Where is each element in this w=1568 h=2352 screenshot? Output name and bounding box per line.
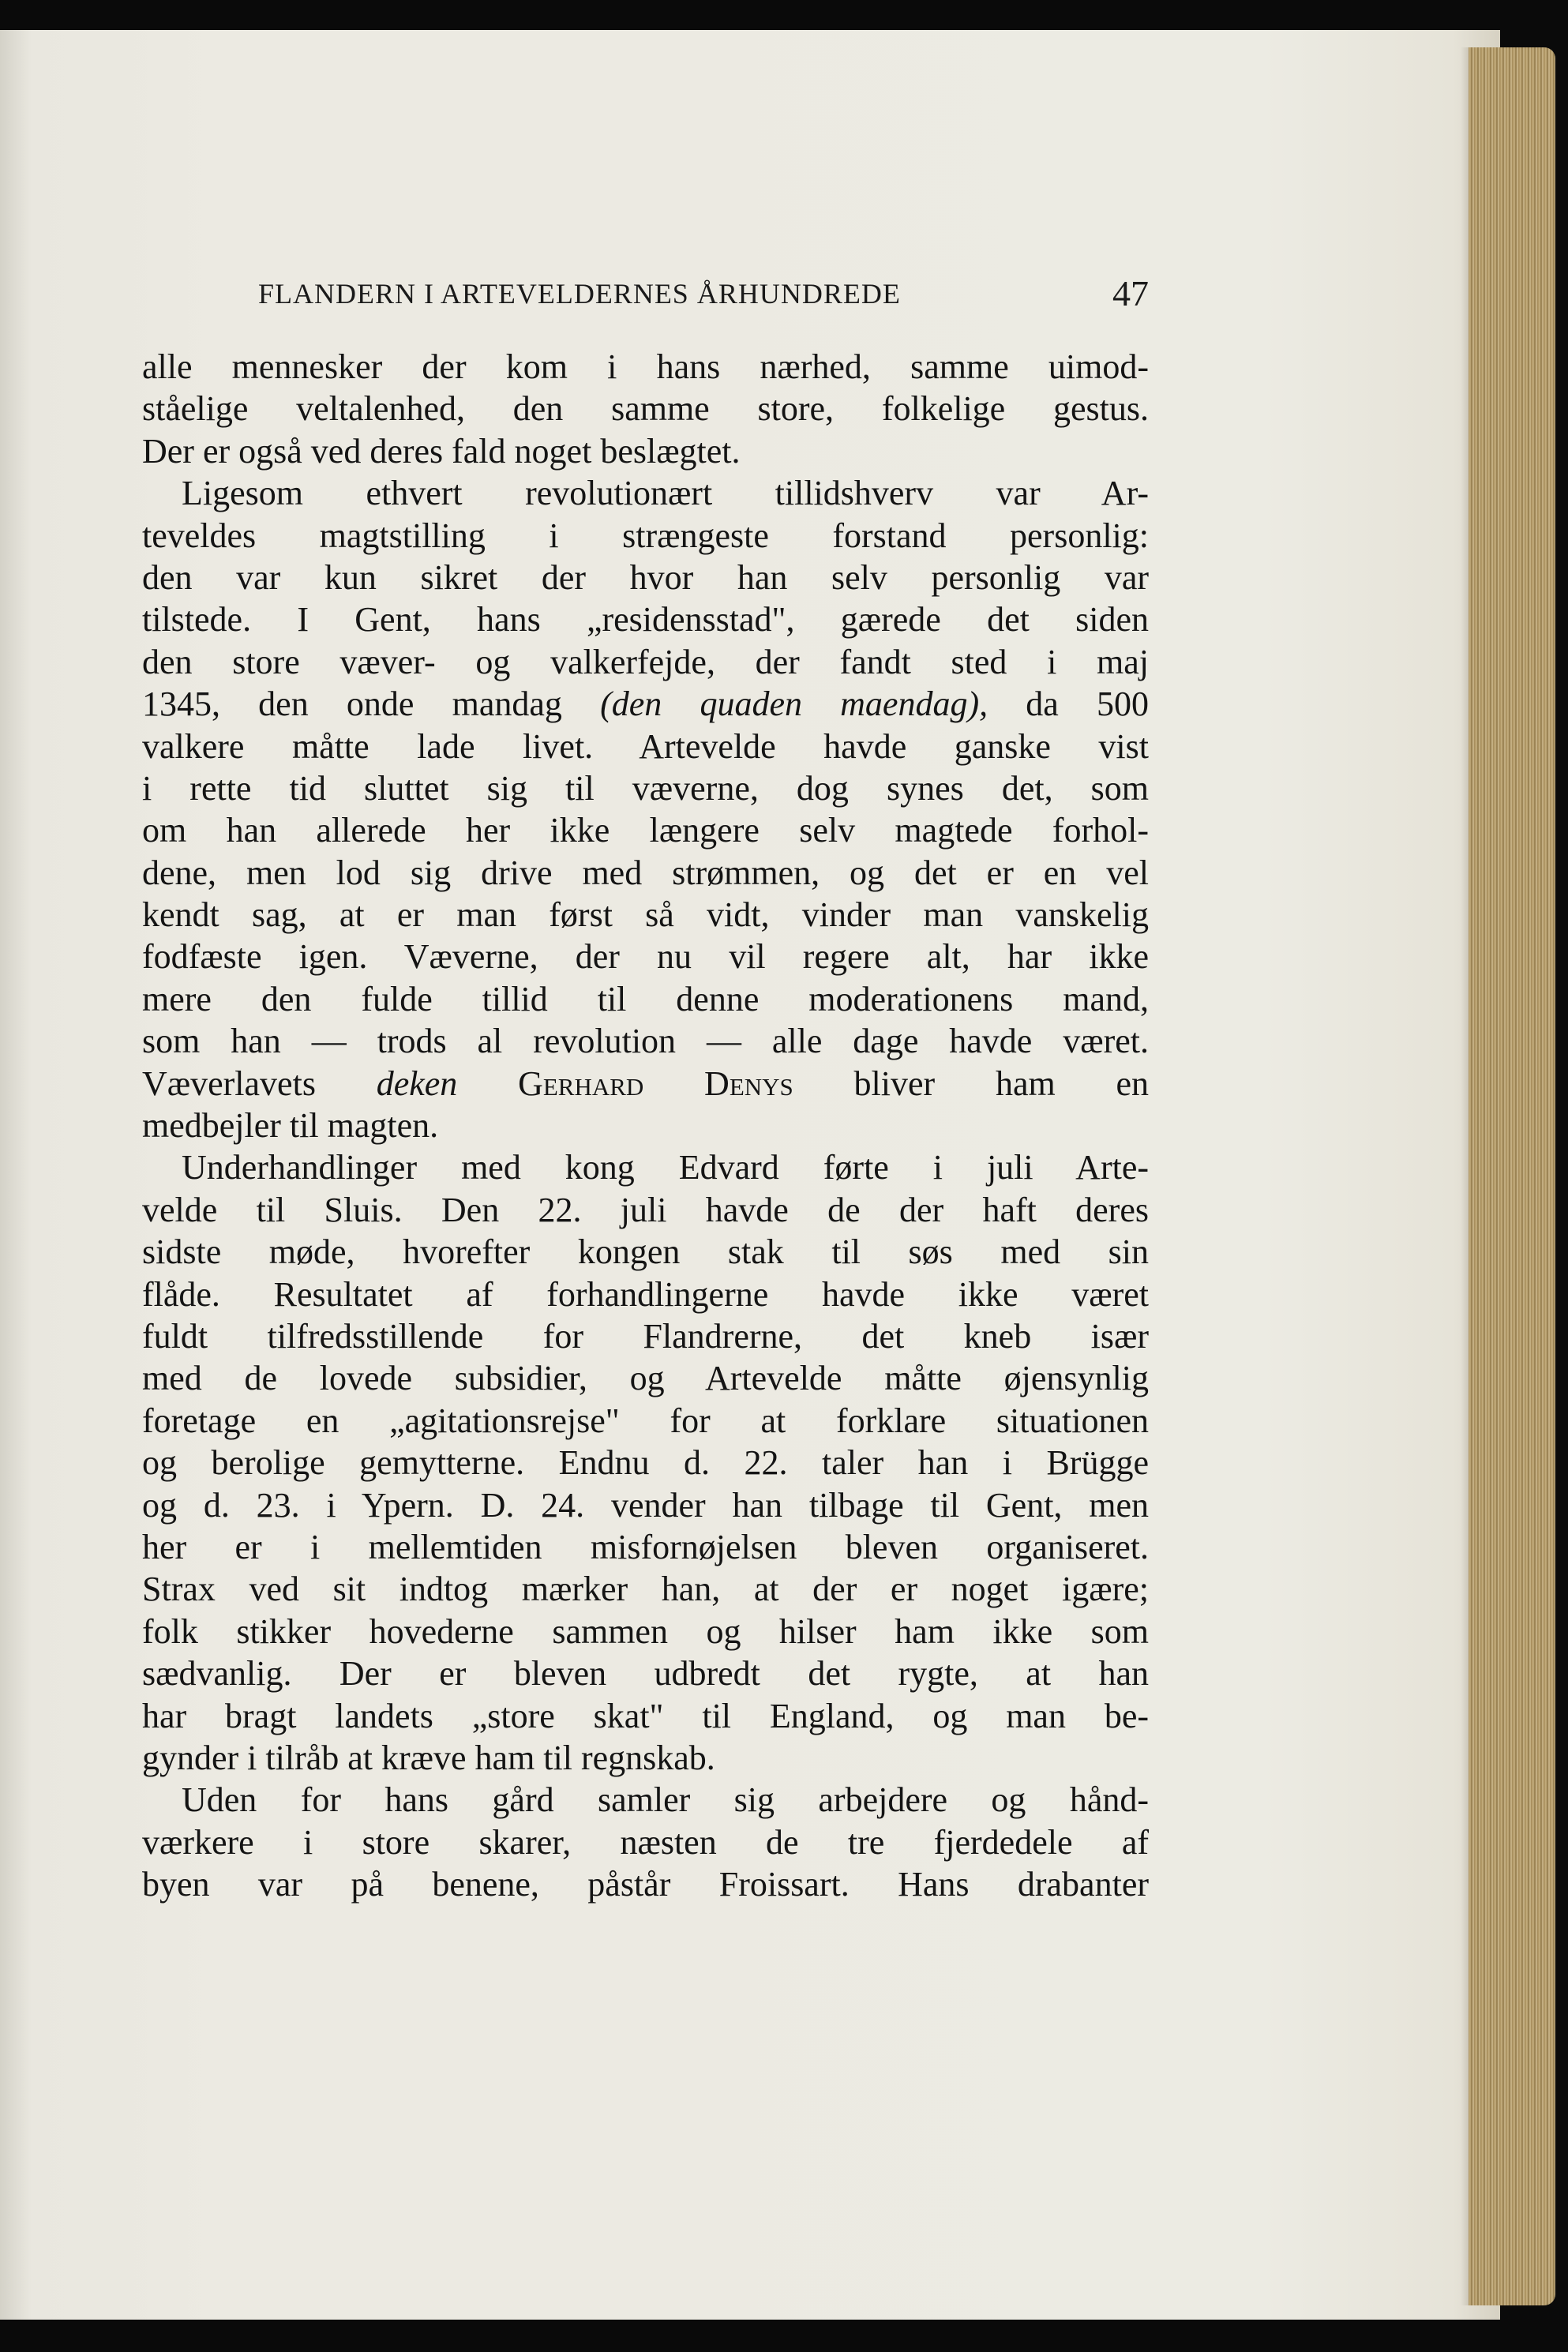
text-line: velde til Sluis. Den 22. juli havde de der haft deres xyxy=(142,1190,1149,1229)
text-line: værkere i store skarer, næsten de tre fjerdedele af xyxy=(142,1822,1149,1862)
text-line: om han allerede her ikke længere selv magtede forhol- xyxy=(142,811,1149,850)
book-edge-pages xyxy=(1469,47,1555,2305)
text-line: Strax ved sit indtog mærker han, at der er noget igære; xyxy=(142,1570,1149,1609)
text-line: Ligesom ethvert revolutionært tillidshverv var Ar- xyxy=(182,474,1149,513)
text-line: gynder i tilråb at kræve ham til regnskab. xyxy=(142,1738,715,1777)
text-line: den var kun sikret der hvor han selv personlig var xyxy=(142,557,1149,597)
italic-word: deken xyxy=(376,1063,458,1103)
running-header xyxy=(258,272,1149,320)
text-line: medbejler til magten. xyxy=(142,1106,439,1146)
text-line: fodfæste igen. Væverne, der nu vil regere alt, har ikke xyxy=(142,937,1149,977)
text-line: byen var på benene, påstår Froissart. Hans drabanter xyxy=(142,1865,1149,1904)
text-line: alle mennesker der kom i hans nærhed, samme uimod- xyxy=(142,347,1149,386)
text-line: mere den fulde tillid til denne moderationens mand, xyxy=(142,979,1149,1018)
running-title: FLANDERN I ARTEVELDERNES ÅRHUNDREDE xyxy=(258,278,901,309)
text-line: dene, men lod sig drive med strømmen, og det er en vel xyxy=(142,853,1149,892)
text-line: Underhandlinger med kong Edvard førte i juli Arte- xyxy=(182,1148,1149,1187)
text-line: foretage en „agitationsrejse" for at forklare situationen xyxy=(142,1401,1149,1440)
text-line: Uden for hans gård samler sig arbejdere og hånd- xyxy=(182,1780,1149,1820)
text-segment: da 500 xyxy=(988,685,1150,724)
text-line: i rette tid sluttet sig til væverne, dog synes det, som xyxy=(142,768,1149,808)
text-line: sædvanlig. Der er bleven udbredt det rygte, at han xyxy=(142,1654,1149,1694)
text-line xyxy=(142,1063,1149,1105)
text-line: som han — trods al revolution — alle dage havde været. xyxy=(142,1022,1149,1061)
text-line: fuldt tilfredsstillende for Flandrerne, det kneb især xyxy=(142,1316,1149,1356)
text-segment: Væverlavets xyxy=(142,1063,377,1103)
text-segment: bliver ham en xyxy=(793,1063,1149,1103)
body-text xyxy=(142,346,1149,1905)
text-segment: 1345, den onde mandag xyxy=(142,685,601,724)
text-line: med de lovede subsidier, og Artevelde måtte øjensynlig xyxy=(142,1359,1149,1398)
italic-phrase: (den quaden maendag), xyxy=(600,685,988,724)
text-line: sidste møde, hvorefter kongen stak til søs med sin xyxy=(142,1232,1149,1272)
text-line xyxy=(142,683,1149,725)
text-line: her er i mellemtiden misfornøjelsen bleven organiseret. xyxy=(142,1527,1149,1566)
text-line: og d. 23. i Ypern. D. 24. vender han tilbage til Gent, men xyxy=(142,1485,1149,1525)
text-line: og berolige gemytterne. Endnu d. 22. taler han i Brügge xyxy=(142,1443,1149,1483)
text-line: folk stikker hovederne sammen og hilser ham ikke som xyxy=(142,1611,1149,1651)
text-line: valkere måtte lade livet. Artevelde havde ganske vist xyxy=(142,726,1149,766)
text-line: flåde. Resultatet af forhandlingerne havde ikke været xyxy=(142,1274,1149,1314)
text-line: ståelige veltalenhed, den samme store, folkelige gestus. xyxy=(142,389,1149,429)
page-number: 47 xyxy=(1112,273,1149,313)
text-line: Der er også ved deres fald noget beslægtet. xyxy=(142,431,741,471)
person-name: Gerhard Denys xyxy=(457,1063,793,1103)
text-line: teveldes magtstilling i strængeste forstand personlig: xyxy=(142,516,1149,555)
text-line: den store væver- og valkerfejde, der fandt sted i maj xyxy=(142,642,1149,681)
text-line: kendt sag, at er man først så vidt, vinder man vanskelig xyxy=(142,895,1149,935)
text-line: tilstede. I Gent, hans „residensstad", gærede det siden xyxy=(142,600,1149,640)
text-line: har bragt landets „store skat" til England, og man be- xyxy=(142,1696,1149,1735)
